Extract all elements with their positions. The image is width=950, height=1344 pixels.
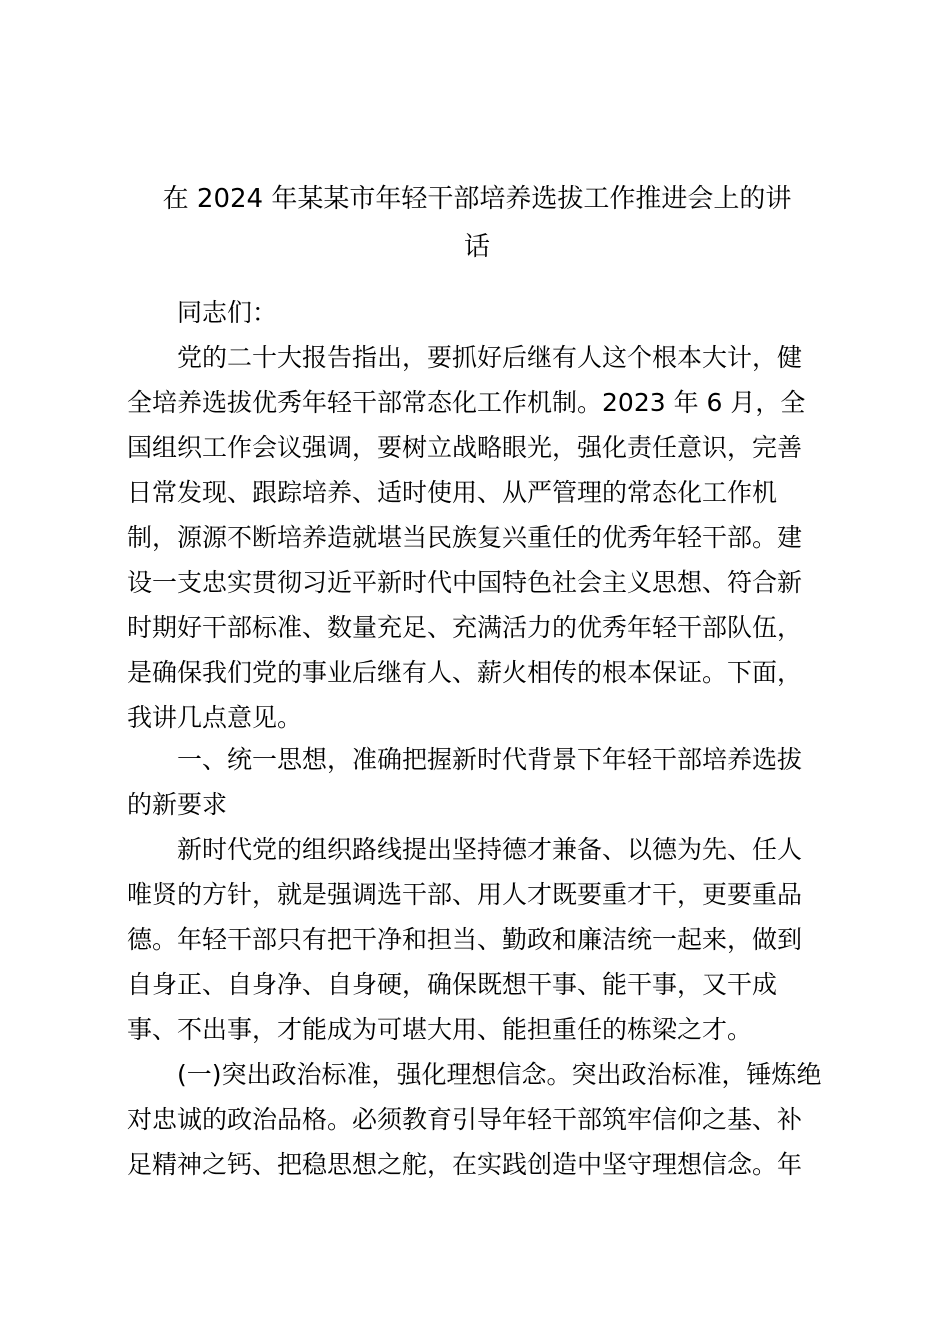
- body-line: 新时代党的组织路线提出坚持德才兼备、以德为先、任人: [177, 835, 803, 864]
- body-line: 事、不出事，才能成为可堪大用、能担重任的栋梁之才。: [127, 1015, 753, 1044]
- body-line: 全培养选拔优秀年轻干部常态化工作机制。2023 年 6 月，全: [127, 388, 806, 417]
- title-line-2: 话: [463, 232, 490, 262]
- body-line: 我讲几点意见。: [127, 703, 303, 732]
- title-line-1: 在 2024 年某某市年轻干部培养选拔工作推进会上的讲: [162, 184, 792, 214]
- body-line: 时期好干部标准、数量充足、充满活力的优秀年轻干部队伍，: [127, 613, 803, 642]
- body-line: 制，源源不断培养造就堪当民族复兴重任的优秀年轻干部。建: [127, 523, 803, 552]
- body-line: 设一支忠实贯彻习近平新时代中国特色社会主义思想、符合新: [127, 568, 803, 597]
- body-line: 德。年轻干部只有把干净和担当、勤政和廉洁统一起来，做到: [127, 925, 803, 954]
- body-line: 国组织工作会议强调，要树立战略眼光，强化责任意识，完善: [127, 433, 803, 462]
- body-line: 唯贤的方针，就是强调选干部、用人才既要重才干，更要重品: [127, 880, 803, 909]
- body-line: 党的二十大报告指出，要抓好后继有人这个根本大计，健: [177, 343, 803, 372]
- section-heading-line: 一、统一思想，准确把握新时代背景下年轻干部培养选拔: [177, 745, 803, 774]
- body-line: 对忠诚的政治品格。必须教育引导年轻干部筑牢信仰之基、补: [127, 1105, 803, 1134]
- document-title: [127, 175, 827, 271]
- body-line: 自身正、自身净、自身硬，确保既想干事、能干事，又干成: [127, 970, 778, 999]
- salutation: 同志们：: [177, 298, 278, 327]
- body-line: 是确保我们党的事业后继有人、薪火相传的根本保证。下面，: [127, 658, 803, 687]
- section-heading-line: 的新要求: [127, 790, 228, 819]
- body-line: 足精神之钙、把稳思想之舵，在实践创造中坚守理想信念。年: [127, 1150, 803, 1179]
- subsection-line: (一)突出政治标准，强化理想信念。突出政治标准，锤炼绝: [177, 1060, 822, 1089]
- body-line: 日常发现、跟踪培养、适时使用、从严管理的常态化工作机: [127, 478, 778, 507]
